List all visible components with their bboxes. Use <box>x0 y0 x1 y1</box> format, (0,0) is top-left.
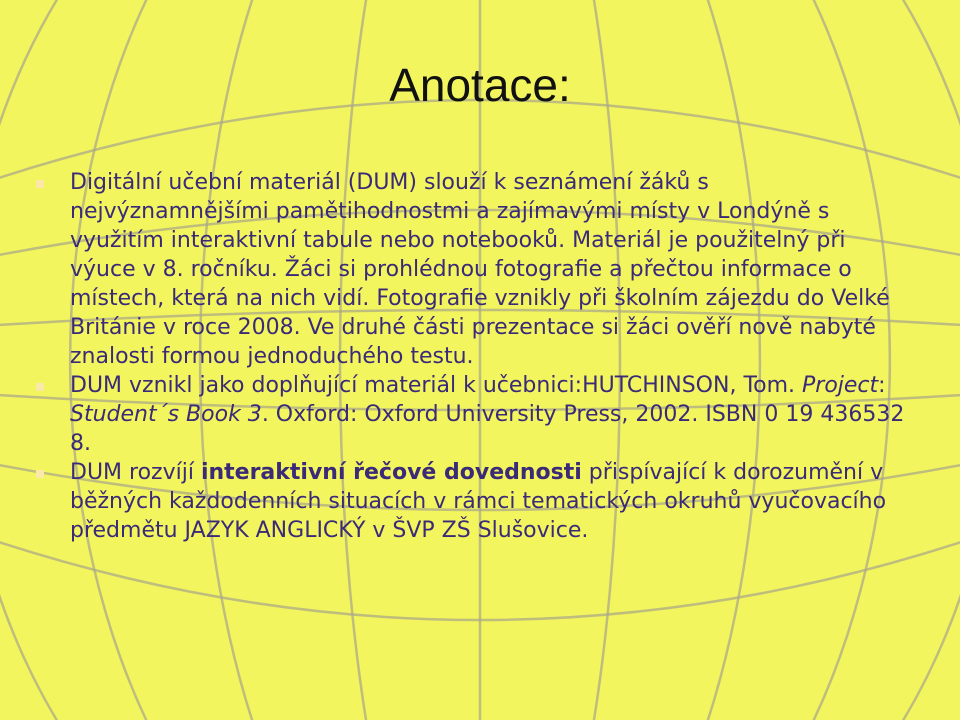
bullet-marker-icon <box>36 383 44 391</box>
bullet-marker-icon <box>36 470 44 478</box>
bullet-2-segment-italic: Project <box>802 373 879 398</box>
slide-title-text: Anotace: <box>389 59 571 111</box>
bullet-item-1 <box>34 168 914 371</box>
bullet-item-2 <box>34 371 914 458</box>
bullet-text-3 <box>70 458 914 545</box>
bullet-1-segment: Digitální učební materiál (DUM) slouží k seznámení žáků s nejvýznamnějšími pamětihodnostmi a zajímavými místy v Londýně s využitím interaktivní tabule nebo notebooků. Materiál je použitelný při výuce v 8. ročníku. Žáci si prohlédnou fotografie a přečtou informace o místech, která na nich vidí. Fotografie vznikly při školním zájezdu do Velké Británie v roce 2008. Ve druhé části prezentace si žáci ověří nově nabyté znalosti formou jednoduchého testu. <box>70 170 890 369</box>
bullet-2-segment: : <box>878 373 886 398</box>
bullet-2-segment-italic: Student´s Book 3 <box>70 402 262 427</box>
slide-body <box>34 168 914 545</box>
bullet-3-segment: přispívající k dorozumění v běžných každodenních situacích v rámci tematických okruhů vyučovacího předmětu JAZYK ANGLICKÝ v ŠVP ZŠ Slušovice. <box>70 460 887 543</box>
bullet-marker-icon <box>36 180 44 188</box>
bullet-text-1 <box>70 168 914 371</box>
bullet-2-segment: . Oxford: Oxford University Press, 2002. ISBN 0 19 436532 8. <box>70 402 905 456</box>
bullet-text-2 <box>70 371 914 458</box>
slide-title <box>0 58 960 112</box>
bullet-3-segment: DUM rozvíjí <box>70 460 201 485</box>
bullet-2-segment: DUM vznikl jako doplňující materiál k učebnici:HUTCHINSON, Tom. <box>70 373 803 398</box>
bullet-item-3 <box>34 458 914 545</box>
bullet-3-segment-bold: interaktivní řečové dovednosti <box>200 460 582 485</box>
